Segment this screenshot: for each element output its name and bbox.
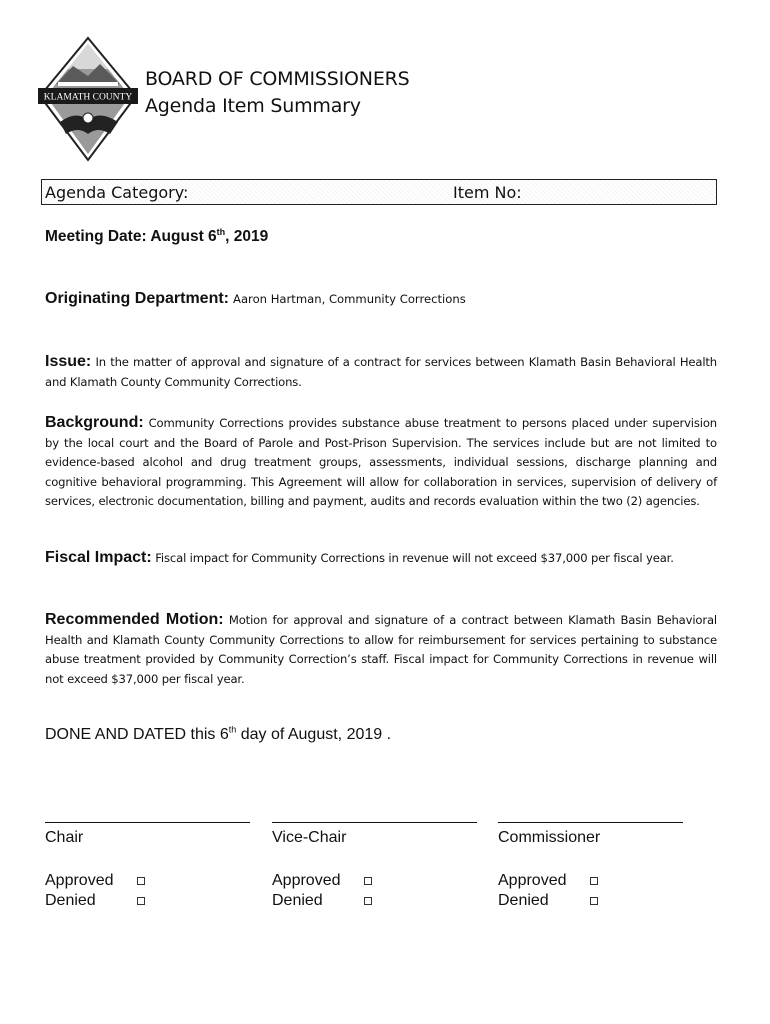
originating-department — [45, 290, 717, 308]
item-number-label: Item No: — [453, 183, 522, 202]
klamath-county-logo — [38, 36, 138, 162]
approved-option[interactable]: Approved — [45, 871, 250, 891]
approved-checkbox[interactable] — [364, 877, 372, 885]
approved-option[interactable]: Approved — [272, 871, 477, 891]
issue-text: In the matter of approval and signature of a contract for services between Klamath Basin Behavioral Health and Klamath County Community Corrections. — [45, 355, 717, 389]
signature-line[interactable] — [272, 804, 477, 823]
logo-text: KLAMATH COUNTY — [43, 92, 133, 103]
signature-block-vice-chair — [272, 804, 477, 911]
background-text: Community Corrections provides substance abuse treatment to persons placed under supervision by the local court and the Board of Parole and Post-Prison Supervision. The services include but are not limited to evidence-based alcohol and drug treatment groups, assessments, individual sessions, discharge planning and cognitive behavioral programming. This Agreement will allow for collaboration in services, supervision of delivery of services, electronic documentation, billing and payment, audits and records evaluation within the two (2) agencies. — [45, 416, 717, 508]
denied-checkbox[interactable] — [137, 897, 145, 905]
denied-option[interactable]: Denied — [272, 891, 477, 911]
signature-line[interactable] — [498, 804, 683, 823]
agenda-category-bar — [41, 179, 717, 205]
signature-block-commissioner — [498, 804, 683, 911]
signature-role: Commissioner — [498, 829, 601, 846]
recommended-motion-text: Motion for approval and signature of a contract between Klamath Basin Behavioral Health and Klamath County Community Corrections to allow for reimbursement for services pertaining to substance abuse treatment provided by Community Correction’s staff. Fiscal impact for Community Corrections in revenue will not exceed $37,000 per fiscal year. — [45, 613, 717, 686]
signature-block-chair — [45, 804, 250, 911]
fiscal-impact-section — [45, 548, 717, 569]
done-and-dated: DONE AND DATED this 6th day of August, 2019 . — [45, 724, 392, 743]
denied-option[interactable]: Denied — [498, 891, 683, 911]
denied-checkbox[interactable] — [364, 897, 372, 905]
issue-section — [45, 352, 717, 392]
signature-line[interactable] — [45, 804, 250, 823]
background-label: Background: — [45, 414, 144, 431]
issue-label: Issue: — [45, 353, 92, 370]
recommended-motion-label: Recommended Motion: — [45, 611, 224, 628]
approved-checkbox[interactable] — [137, 877, 145, 885]
meeting-date: Meeting Date: August 6th, 2019 — [45, 226, 269, 245]
header-title — [145, 66, 410, 120]
denied-option[interactable]: Denied — [45, 891, 250, 911]
fiscal-impact-label: Fiscal Impact: — [45, 549, 152, 566]
signature-role: Chair — [45, 829, 84, 846]
board-title: BOARD OF COMMISSIONERS — [145, 68, 410, 90]
agenda-subtitle: Agenda Item Summary — [145, 95, 361, 117]
agenda-category-label: Agenda Category: — [45, 183, 189, 202]
signature-role: Vice-Chair — [272, 829, 347, 846]
recommended-motion-section — [45, 610, 717, 689]
fiscal-impact-text: Fiscal impact for Community Corrections in revenue will not exceed $37,000 per fiscal year. — [155, 551, 674, 565]
denied-checkbox[interactable] — [590, 897, 598, 905]
background-section — [45, 413, 717, 512]
approved-checkbox[interactable] — [590, 877, 598, 885]
originating-department-label: Originating Department: — [45, 290, 230, 307]
originating-department-value: Aaron Hartman, Community Corrections — [233, 292, 466, 306]
approved-option[interactable]: Approved — [498, 871, 683, 891]
